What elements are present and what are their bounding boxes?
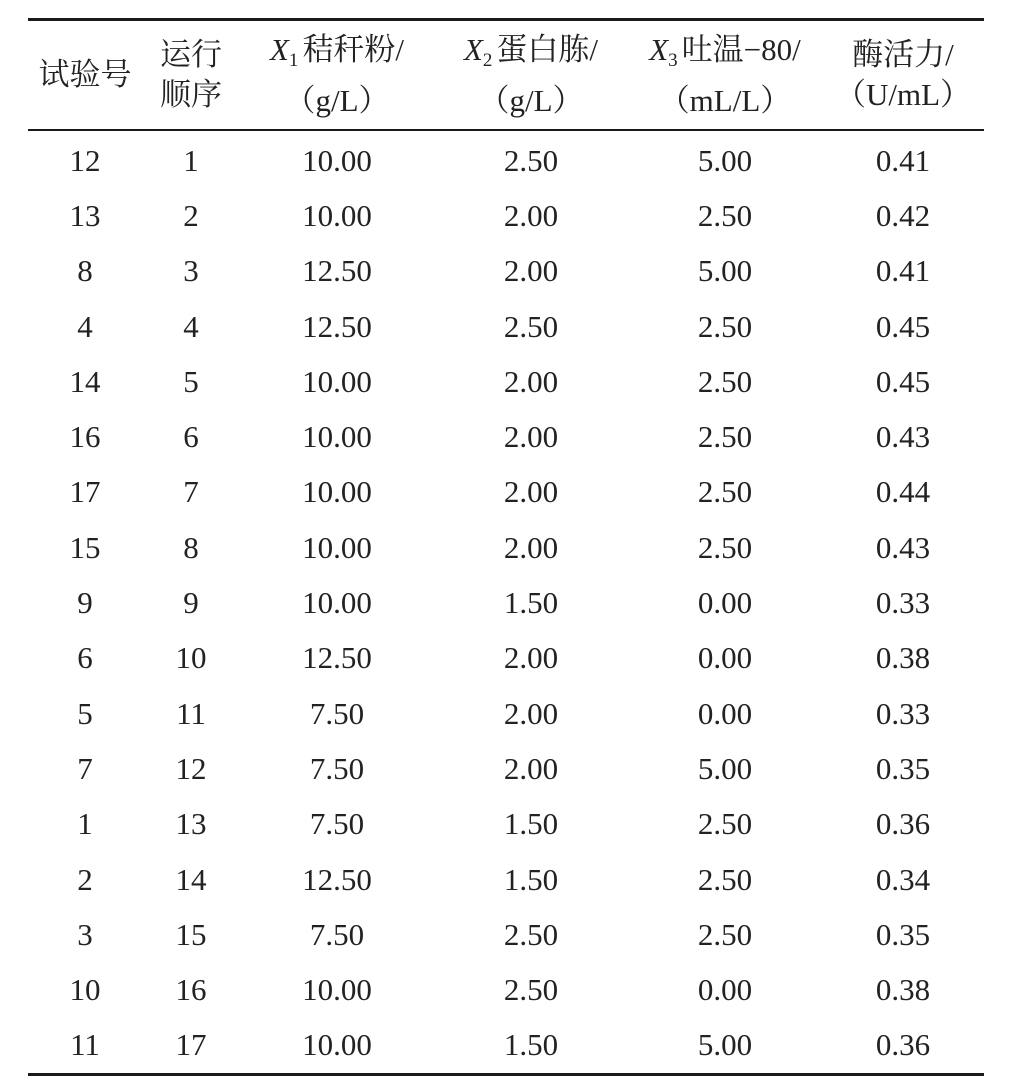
cell-x2: 1.50: [503, 861, 559, 897]
header-run-order-line2: 顺序: [160, 77, 222, 112]
cell-run-order: 16: [175, 972, 207, 1008]
cell-enzyme-activity: 0.43: [875, 419, 931, 455]
cell-x1: 10.00: [302, 197, 372, 233]
cell-run-order: 5: [183, 363, 199, 399]
header-trial-number-label: 试验号: [38, 57, 132, 92]
cell-x2: 2.00: [503, 474, 559, 510]
header-x1-straw-powder: [240, 21, 434, 129]
cell-x3: 2.50: [697, 861, 753, 897]
cell-enzyme-activity: 0.45: [875, 308, 931, 344]
table-row: [28, 797, 984, 852]
cell-enzyme-activity: 0.41: [875, 142, 931, 178]
header-enzyme-activity-line2: （U/mL）: [834, 77, 972, 112]
cell-trial-number: 8: [77, 253, 93, 289]
cell-x2: 2.00: [503, 197, 559, 233]
table-row: [28, 962, 984, 1017]
cell-x1: 10.00: [302, 1027, 372, 1063]
cell-x2: 2.00: [503, 640, 559, 676]
header-x2-title: [434, 30, 628, 81]
header-run-order-line1: 运行: [160, 37, 222, 72]
header-x3-sub: 3: [668, 49, 678, 71]
cell-trial-number: 16: [69, 419, 101, 455]
header-x3-title: [628, 30, 822, 81]
cell-x3: 2.50: [697, 419, 753, 455]
cell-trial-number: 9: [77, 585, 93, 621]
header-x2-sub: 2: [482, 49, 493, 71]
cell-x1: 10.00: [302, 363, 372, 399]
cell-run-order: 13: [175, 806, 207, 842]
cell-x2: 2.50: [503, 308, 559, 344]
header-x2-peptone: [434, 21, 628, 129]
header-trial-number: [28, 21, 142, 129]
cell-enzyme-activity: 0.44: [875, 474, 931, 510]
header-row: [28, 21, 984, 129]
cell-enzyme-activity: 0.41: [875, 253, 931, 289]
cell-trial-number: 6: [77, 640, 93, 676]
table-row: [28, 520, 984, 575]
experiment-design-table: [28, 21, 984, 129]
table-row: [28, 354, 984, 409]
table-row: [28, 907, 984, 962]
table-body: [28, 131, 984, 1073]
table-row: [28, 465, 984, 520]
header-x3-var: X: [649, 31, 669, 67]
cell-x2: 2.50: [503, 916, 559, 952]
cell-enzyme-activity: 0.36: [875, 806, 931, 842]
cell-run-order: 12: [175, 750, 207, 786]
table-row: [28, 852, 984, 907]
table-row: [28, 686, 984, 741]
cell-trial-number: 10: [69, 972, 101, 1008]
cell-x2: 2.00: [503, 253, 559, 289]
cell-x1: 10.00: [302, 585, 372, 621]
table-row: [28, 409, 984, 464]
cell-x2: 1.50: [503, 806, 559, 842]
cell-enzyme-activity: 0.35: [875, 750, 931, 786]
cell-x1: 7.50: [309, 695, 365, 731]
cell-run-order: 11: [176, 695, 206, 731]
header-x3-tween80: [628, 21, 822, 129]
cell-x3: 5.00: [697, 142, 753, 178]
header-x2-var: X: [463, 31, 483, 67]
cell-run-order: 3: [183, 253, 199, 289]
cell-x1: 12.50: [302, 308, 372, 344]
cell-x2: 2.00: [503, 750, 559, 786]
cell-x1: 10.00: [302, 529, 372, 565]
header-x1-title: [240, 30, 434, 81]
header-x2-name: 蛋白胨/: [496, 31, 599, 67]
cell-enzyme-activity: 0.43: [875, 529, 931, 565]
experiment-data-table: [28, 131, 984, 1073]
data-table-container: [28, 18, 984, 1076]
cell-x2: 1.50: [503, 1027, 559, 1063]
cell-trial-number: 4: [77, 308, 93, 344]
cell-x1: 7.50: [309, 916, 365, 952]
cell-x3: 2.50: [697, 806, 753, 842]
cell-x1: 12.50: [302, 640, 372, 676]
cell-run-order: 1: [183, 142, 199, 178]
cell-x1: 10.00: [302, 142, 372, 178]
cell-trial-number: 14: [69, 363, 101, 399]
header-x1-unit: （g/L）: [284, 82, 390, 118]
cell-x3: 0.00: [697, 640, 753, 676]
cell-x3: 2.50: [697, 529, 753, 565]
table-row: [28, 244, 984, 299]
cell-run-order: 4: [183, 308, 199, 344]
cell-x2: 1.50: [503, 585, 559, 621]
cell-enzyme-activity: 0.33: [875, 695, 931, 731]
cell-run-order: 17: [175, 1027, 207, 1063]
header-enzyme-activity-line1: 酶活力/: [852, 37, 954, 72]
cell-x3: 0.00: [697, 585, 753, 621]
cell-enzyme-activity: 0.36: [875, 1027, 931, 1063]
cell-run-order: 7: [183, 474, 199, 510]
cell-trial-number: 5: [77, 695, 93, 731]
cell-x2: 2.50: [503, 142, 559, 178]
cell-enzyme-activity: 0.38: [875, 972, 931, 1008]
cell-enzyme-activity: 0.38: [875, 640, 931, 676]
cell-enzyme-activity: 0.33: [875, 585, 931, 621]
cell-x2: 2.00: [503, 529, 559, 565]
header-x1-var: X: [269, 31, 289, 67]
cell-run-order: 6: [183, 419, 199, 455]
cell-run-order: 8: [183, 529, 199, 565]
cell-run-order: 2: [183, 197, 199, 233]
cell-trial-number: 13: [69, 197, 101, 233]
cell-x1: 10.00: [302, 972, 372, 1008]
header-enzyme-activity: [822, 21, 984, 129]
cell-trial-number: 12: [69, 142, 101, 178]
table-row: [28, 299, 984, 354]
cell-run-order: 15: [175, 916, 207, 952]
cell-x2: 2.00: [503, 695, 559, 731]
table-row: [28, 575, 984, 630]
cell-trial-number: 2: [77, 861, 93, 897]
table-header: [28, 21, 984, 129]
cell-x2: 2.00: [503, 419, 559, 455]
cell-x1: 10.00: [302, 419, 372, 455]
cell-x2: 2.00: [503, 363, 559, 399]
cell-x1: 10.00: [302, 474, 372, 510]
cell-trial-number: 15: [69, 529, 101, 565]
header-x1-name: 秸秆粉/: [302, 31, 405, 67]
table-row: [28, 1018, 984, 1073]
header-x2-unit: （g/L）: [478, 82, 584, 118]
cell-x1: 12.50: [302, 861, 372, 897]
cell-x1: 7.50: [309, 806, 365, 842]
cell-x3: 5.00: [697, 1027, 753, 1063]
cell-x1: 12.50: [302, 253, 372, 289]
header-run-order: [142, 21, 240, 129]
header-x3-name: 吐温−80/: [681, 31, 801, 67]
cell-x3: 0.00: [697, 695, 753, 731]
cell-enzyme-activity: 0.45: [875, 363, 931, 399]
cell-enzyme-activity: 0.35: [875, 916, 931, 952]
table-row: [28, 741, 984, 796]
cell-run-order: 9: [183, 585, 199, 621]
cell-x3: 2.50: [697, 916, 753, 952]
cell-enzyme-activity: 0.42: [875, 197, 931, 233]
cell-trial-number: 7: [77, 750, 93, 786]
cell-x3: 2.50: [697, 474, 753, 510]
cell-trial-number: 1: [77, 806, 93, 842]
cell-x3: 2.50: [697, 363, 753, 399]
table-row: [28, 631, 984, 686]
cell-run-order: 14: [175, 861, 207, 897]
header-x3-unit: （mL/L）: [658, 82, 792, 118]
cell-trial-number: 17: [69, 474, 101, 510]
cell-x3: 2.50: [697, 308, 753, 344]
cell-x2: 2.50: [503, 972, 559, 1008]
table-bottom-rule: [28, 1073, 984, 1076]
cell-run-order: 10: [175, 640, 207, 676]
header-x1-sub: 1: [288, 49, 299, 71]
table-row: [28, 131, 984, 188]
cell-trial-number: 3: [77, 916, 93, 952]
cell-enzyme-activity: 0.34: [875, 861, 931, 897]
cell-x3: 2.50: [697, 197, 753, 233]
cell-trial-number: 11: [70, 1027, 100, 1063]
cell-x3: 5.00: [697, 253, 753, 289]
cell-x1: 7.50: [309, 750, 365, 786]
cell-x3: 0.00: [697, 972, 753, 1008]
cell-x3: 5.00: [697, 750, 753, 786]
table-row: [28, 188, 984, 243]
